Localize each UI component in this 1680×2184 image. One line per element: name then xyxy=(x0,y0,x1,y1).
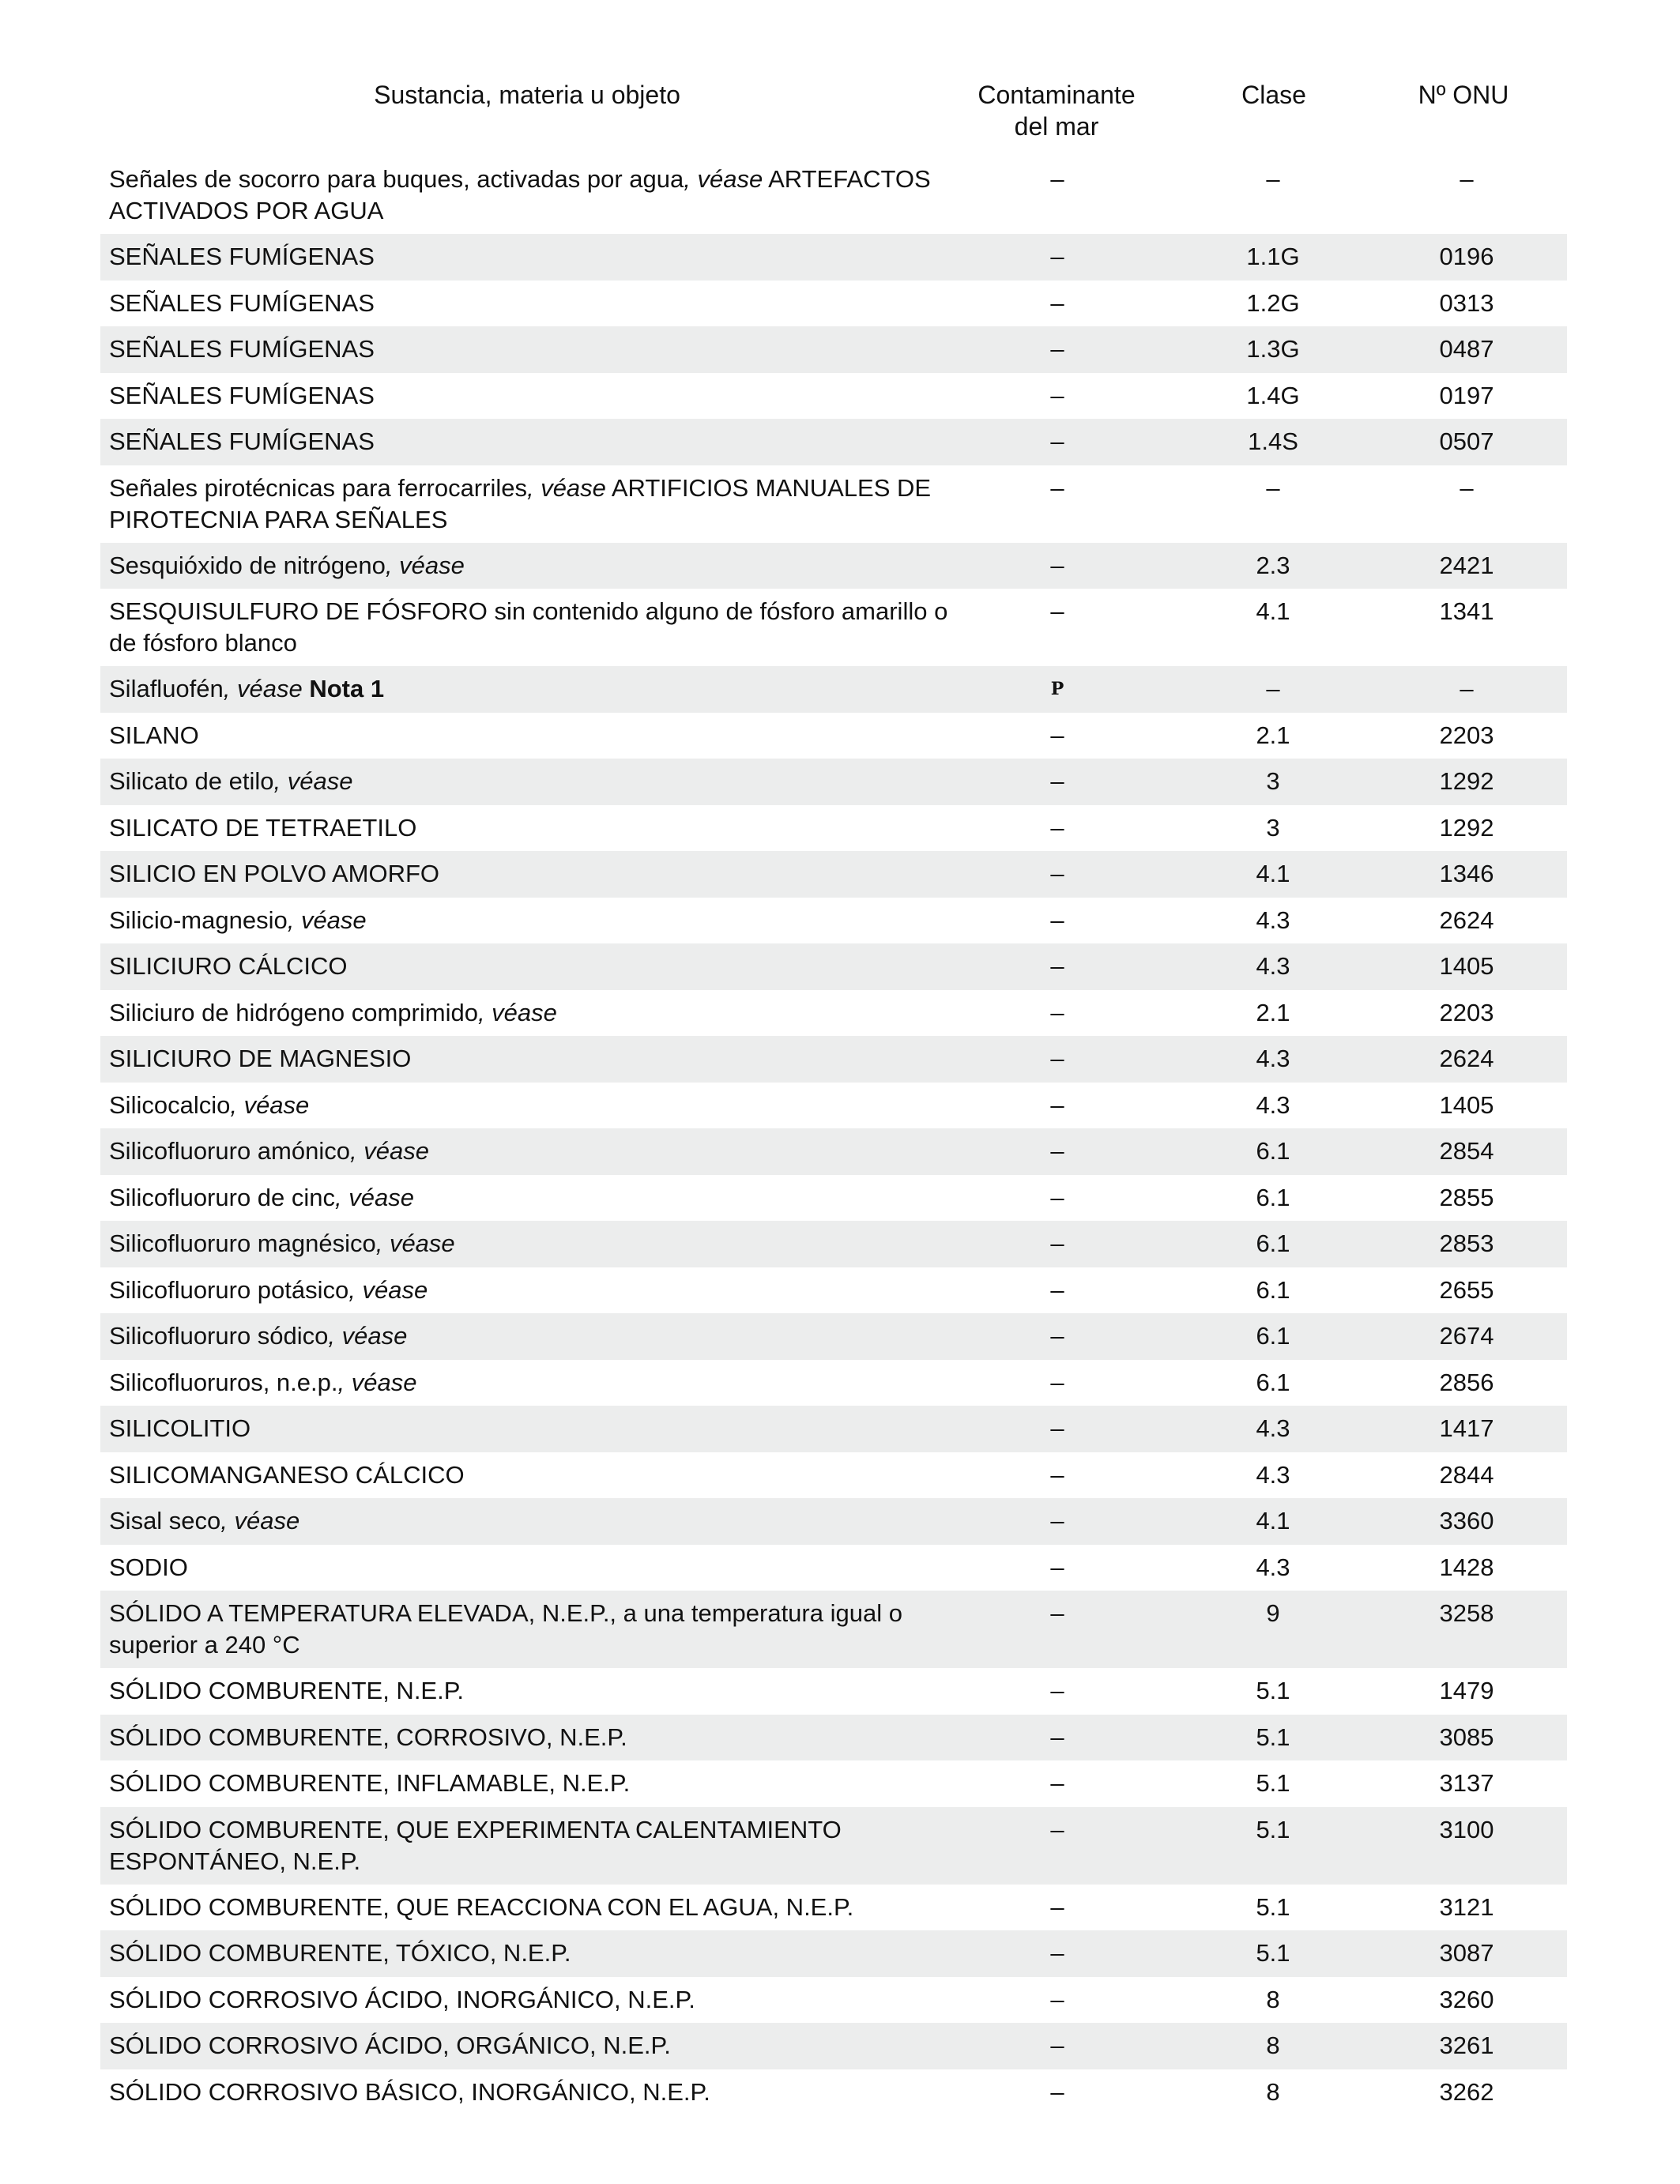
class-cell: 6.1 xyxy=(1256,1322,1290,1350)
table-row xyxy=(100,1545,1567,1591)
un-number-cell: 2854 xyxy=(1439,1137,1494,1165)
class-cell: – xyxy=(1266,165,1280,193)
marine-pollutant-cell: – xyxy=(1050,1677,1064,1704)
un-number-cell: 1479 xyxy=(1439,1677,1494,1704)
marine-pollutant-cell: – xyxy=(1050,1723,1064,1751)
see-reference: , véase xyxy=(375,1229,455,1257)
marine-pollutant-cell xyxy=(962,673,1152,705)
un-number-cell: 3262 xyxy=(1439,2077,1494,2106)
substance-name: SEÑALES FUMÍGENAS xyxy=(109,243,375,270)
substance-cell xyxy=(109,380,962,412)
un-number-cell: 2674 xyxy=(1439,1322,1494,1350)
class-cell: 4.3 xyxy=(1256,952,1290,980)
un-number-cell: 1417 xyxy=(1439,1414,1494,1442)
class-cell: 2.3 xyxy=(1256,551,1290,579)
substance-name: SÓLIDO CORROSIVO ÁCIDO, INORGÁNICO, N.E.P. xyxy=(109,1985,695,2013)
marine-pollutant-cell: – xyxy=(1050,1275,1064,1304)
table-row xyxy=(100,1498,1567,1545)
substance-name: SESQUISULFURO DE FÓSFORO sin contenido alguno de fósforo amarillo o de fósforo blanco xyxy=(109,597,948,657)
substance-name: Silicio-magnesio xyxy=(109,906,288,934)
table-row xyxy=(100,419,1567,465)
table-header xyxy=(100,79,1567,156)
un-number-cell: 0196 xyxy=(1439,243,1494,270)
substance-name: SODIO xyxy=(109,1553,188,1581)
substance-name: SILICATO DE TETRAETILO xyxy=(109,813,417,842)
substance-cell xyxy=(109,1552,962,1583)
un-number-cell: 2655 xyxy=(1439,1275,1494,1304)
substance-name: SÓLIDO COMBURENTE, QUE REACCIONA CON EL AGUA, N.E.P. xyxy=(109,1892,854,1921)
substance-cell xyxy=(109,1937,962,1969)
class-cell: 6.1 xyxy=(1256,1368,1290,1396)
class-cell: 4.1 xyxy=(1256,860,1290,887)
class-cell: 4.3 xyxy=(1256,906,1290,934)
un-number-cell: 2844 xyxy=(1439,1460,1494,1489)
see-reference: , véase xyxy=(220,1507,300,1534)
marine-pollutant-cell: – xyxy=(1050,1414,1064,1442)
see-reference: , véase xyxy=(273,767,353,795)
substance-name: SILICIURO DE MAGNESIO xyxy=(109,1045,412,1072)
substance-name: Silicofluoruro magnésico xyxy=(109,1229,376,1257)
marine-pollutant-cell: – xyxy=(1050,998,1064,1026)
substance-name: SÓLIDO CORROSIVO ÁCIDO, ORGÁNICO, N.E.P. xyxy=(109,2031,671,2059)
table-row xyxy=(100,851,1567,898)
class-cell: 5.1 xyxy=(1256,1723,1290,1751)
marine-pollutant-cell: – xyxy=(1050,2031,1064,2059)
table-row xyxy=(100,1668,1567,1715)
marine-pollutant-cell: – xyxy=(1050,1599,1064,1627)
class-cell: 1.4S xyxy=(1248,427,1298,455)
table-row xyxy=(100,465,1567,543)
table-row xyxy=(100,1977,1567,2024)
un-number-cell: 2624 xyxy=(1439,1045,1494,1072)
header-un-number: Nº ONU xyxy=(1418,81,1509,109)
substance-cell xyxy=(109,2030,962,2062)
see-reference: , véase xyxy=(328,1322,408,1350)
un-number-cell: 0507 xyxy=(1439,427,1494,455)
substance-cell xyxy=(109,596,962,659)
table-row xyxy=(100,1885,1567,1931)
table-row xyxy=(100,1083,1567,1129)
un-number-cell: 3087 xyxy=(1439,1939,1494,1967)
substance-cell xyxy=(109,905,962,936)
substance-cell xyxy=(109,426,962,458)
substance-name: Silicofluoruros, n.e.p. xyxy=(109,1368,338,1396)
un-number-cell: 2853 xyxy=(1439,1229,1494,1257)
un-number-cell: 1341 xyxy=(1439,597,1494,625)
un-number-cell: 3258 xyxy=(1439,1599,1494,1627)
marine-pollutant-cell: – xyxy=(1050,243,1064,270)
substance-name: SEÑALES FUMÍGENAS xyxy=(109,335,375,363)
marine-pollutant-cell: – xyxy=(1050,767,1064,795)
see-reference: , véase xyxy=(349,1137,429,1165)
substance-cell xyxy=(109,766,962,797)
un-number-cell: 0197 xyxy=(1439,381,1494,409)
class-cell: 2.1 xyxy=(1256,998,1290,1026)
marine-pollutant-cell: – xyxy=(1050,335,1064,363)
marine-pollutant-cell: – xyxy=(1050,1090,1064,1119)
un-number-cell: – xyxy=(1460,165,1474,193)
un-number-cell: 0313 xyxy=(1439,288,1494,317)
substance-cell xyxy=(109,1984,962,2016)
class-cell: 9 xyxy=(1266,1599,1280,1627)
un-number-cell: 2203 xyxy=(1439,721,1494,749)
un-number-cell: 3085 xyxy=(1439,1723,1494,1751)
table-row xyxy=(100,1591,1567,1668)
see-reference: , véase xyxy=(385,551,465,579)
table-row xyxy=(100,326,1567,373)
substance-cell xyxy=(109,812,962,844)
class-cell: 2.1 xyxy=(1256,721,1290,749)
see-reference: , véase xyxy=(230,1090,310,1119)
marine-pollutant-cell: – xyxy=(1050,1939,1064,1967)
table-row xyxy=(100,1406,1567,1452)
table-row xyxy=(100,1175,1567,1222)
substance-cell xyxy=(109,1505,962,1537)
class-cell: 6.1 xyxy=(1256,1183,1290,1211)
class-cell: 4.3 xyxy=(1256,1460,1290,1489)
table-row xyxy=(100,805,1567,852)
table-row xyxy=(100,373,1567,420)
substance-name: SÓLIDO COMBURENTE, N.E.P. xyxy=(109,1677,465,1704)
substance-cell xyxy=(109,288,962,319)
marine-pollutant-cell: – xyxy=(1050,1507,1064,1534)
marine-pollutant-cell: – xyxy=(1050,1815,1064,1843)
marine-pollutant-cell: – xyxy=(1050,473,1064,502)
marine-pollutant-cell: – xyxy=(1050,1553,1064,1581)
table-row xyxy=(100,2069,1567,2116)
class-cell: 4.3 xyxy=(1256,1090,1290,1119)
see-reference: , véase xyxy=(287,906,367,934)
substance-name: SÓLIDO COMBURENTE, QUE EXPERIMENTA CALENTAMIENTO ESPONTÁNEO, N.E.P. xyxy=(109,1815,842,1875)
marine-pollutant-cell: – xyxy=(1050,1769,1064,1797)
table-row xyxy=(100,1452,1567,1499)
see-target: ARTIFICIOS MANUALES DE PIROTECNIA PARA SEÑALES xyxy=(109,473,932,533)
marine-pollutant-cell: – xyxy=(1050,906,1064,934)
header-class: Clase xyxy=(1241,81,1306,109)
class-cell: 1.1G xyxy=(1246,243,1300,270)
class-cell: 4.3 xyxy=(1256,1553,1290,1581)
substance-cell xyxy=(109,1275,962,1306)
substance-cell xyxy=(109,333,962,365)
un-number-cell: 1428 xyxy=(1439,1553,1494,1581)
class-cell: – xyxy=(1266,473,1280,502)
class-cell: 8 xyxy=(1266,1985,1280,2013)
substance-cell xyxy=(109,2077,962,2108)
table-row xyxy=(100,234,1567,281)
substance-cell xyxy=(109,241,962,273)
class-cell: 8 xyxy=(1266,2031,1280,2059)
un-number-cell: 3360 xyxy=(1439,1507,1494,1534)
table-row xyxy=(100,990,1567,1037)
substance-name: Silicato de etilo xyxy=(109,767,274,795)
marine-pollutant-cell: – xyxy=(1050,860,1064,887)
substance-name: Silicocalcio xyxy=(109,1090,231,1119)
substance-cell xyxy=(109,1814,962,1877)
substance-name: SÓLIDO COMBURENTE, TÓXICO, N.E.P. xyxy=(109,1939,571,1967)
see-reference: , véase xyxy=(684,165,763,193)
table-row xyxy=(100,898,1567,944)
substance-cell xyxy=(109,1722,962,1753)
marine-pollutant-cell: – xyxy=(1050,381,1064,409)
substance-cell xyxy=(109,858,962,890)
substance-cell xyxy=(109,1768,962,1799)
substance-cell xyxy=(109,1228,962,1260)
substance-name: SÓLIDO COMBURENTE, CORROSIVO, N.E.P. xyxy=(109,1723,627,1751)
substance-name: SEÑALES FUMÍGENAS xyxy=(109,427,375,455)
class-cell: 5.1 xyxy=(1256,1769,1290,1797)
marine-pollutant-cell: – xyxy=(1050,1985,1064,2013)
substance-cell xyxy=(109,1892,962,1923)
substance-cell xyxy=(109,1182,962,1214)
substance-cell xyxy=(109,997,962,1029)
class-cell: 5.1 xyxy=(1256,1892,1290,1921)
substance-cell xyxy=(109,673,962,705)
table-row xyxy=(100,589,1567,666)
class-cell: 5.1 xyxy=(1256,1677,1290,1704)
class-cell: 4.1 xyxy=(1256,1507,1290,1534)
substance-cell xyxy=(109,473,962,536)
un-number-cell: 1405 xyxy=(1439,1090,1494,1119)
table-row xyxy=(100,156,1567,234)
substance-name: Señales de socorro para buques, activadas por agua xyxy=(109,165,684,193)
see-reference: , véase xyxy=(348,1275,428,1304)
substance-name: SÓLIDO CORROSIVO BÁSICO, INORGÁNICO, N.E.P. xyxy=(109,2077,710,2106)
marine-pollutant-cell: – xyxy=(1050,1045,1064,1072)
substance-name: SILANO xyxy=(109,721,199,749)
un-number-cell: 2855 xyxy=(1439,1183,1494,1211)
substance-cell xyxy=(109,550,962,582)
marine-pollutant-cell: – xyxy=(1050,952,1064,980)
substance-name: Sesquióxido de nitrógeno xyxy=(109,551,386,579)
marine-pollutant-cell: – xyxy=(1050,597,1064,625)
substance-name: Silicofluoruro de cinc xyxy=(109,1183,336,1211)
table-row xyxy=(100,2023,1567,2069)
substance-name: Silicofluoruro sódico xyxy=(109,1322,329,1350)
substance-name: Silicofluoruro amónico xyxy=(109,1137,350,1165)
un-number-cell: 2624 xyxy=(1439,906,1494,934)
class-cell: 4.3 xyxy=(1256,1414,1290,1442)
marine-pollutant-cell: – xyxy=(1050,551,1064,579)
see-reference: , véase xyxy=(477,998,557,1026)
substance-name: SILICOLITIO xyxy=(109,1414,251,1442)
un-number-cell: – xyxy=(1460,675,1474,702)
see-reference: , véase xyxy=(223,675,303,702)
class-cell: 6.1 xyxy=(1256,1275,1290,1304)
header-substance: Sustancia, materia u objeto xyxy=(374,81,680,109)
class-cell: 6.1 xyxy=(1256,1137,1290,1165)
see-target: ARTEFACTOS ACTIVADOS POR AGUA xyxy=(109,165,931,224)
table-row xyxy=(100,1313,1567,1360)
see-reference: , véase xyxy=(526,473,606,502)
table-row xyxy=(100,1221,1567,1267)
class-cell: 4.1 xyxy=(1256,597,1290,625)
class-cell: 4.3 xyxy=(1256,1045,1290,1072)
marine-pollutant-cell: – xyxy=(1050,165,1064,193)
un-number-cell: 3100 xyxy=(1439,1815,1494,1843)
marine-pollutant-cell: – xyxy=(1050,1137,1064,1165)
un-number-cell: 2421 xyxy=(1439,551,1494,579)
substance-cell xyxy=(109,1043,962,1075)
substance-cell xyxy=(109,1320,962,1352)
substance-name: SÓLIDO A TEMPERATURA ELEVADA, N.E.P., a una temperatura igual o superior a 240 °C xyxy=(109,1599,902,1659)
table-row xyxy=(100,1128,1567,1175)
un-number-cell: 1405 xyxy=(1439,952,1494,980)
un-number-cell: 2203 xyxy=(1439,998,1494,1026)
substance-name: Sisal seco xyxy=(109,1507,221,1534)
class-cell: – xyxy=(1266,675,1280,702)
header-marine-pollutant: Contaminante del mar xyxy=(977,81,1136,141)
substance-cell xyxy=(109,1459,962,1491)
substance-cell xyxy=(109,1675,962,1707)
marine-pollutant-cell: – xyxy=(1050,1183,1064,1211)
table-row xyxy=(100,1267,1567,1314)
class-cell: 5.1 xyxy=(1256,1815,1290,1843)
see-reference: , véase xyxy=(337,1368,417,1396)
table-row xyxy=(100,666,1567,713)
marine-pollutant-cell: – xyxy=(1050,1892,1064,1921)
substance-cell xyxy=(109,1598,962,1661)
substance-name: SILICOMANGANESO CÁLCICO xyxy=(109,1460,465,1489)
substance-cell xyxy=(109,164,962,227)
un-number-cell: 1292 xyxy=(1439,767,1494,795)
substance-name: Silafluofén xyxy=(109,675,224,702)
table-row xyxy=(100,1760,1567,1807)
class-cell: 3 xyxy=(1266,813,1280,842)
class-cell: 1.3G xyxy=(1246,335,1300,363)
class-cell: 1.4G xyxy=(1246,381,1300,409)
marine-pollutant-cell: – xyxy=(1050,1460,1064,1489)
class-cell: 3 xyxy=(1266,767,1280,795)
un-number-cell: 3121 xyxy=(1439,1892,1494,1921)
un-number-cell: 3137 xyxy=(1439,1769,1494,1797)
table-body xyxy=(100,156,1567,2115)
table-row xyxy=(100,1715,1567,1761)
class-cell: 8 xyxy=(1266,2077,1280,2106)
table-row xyxy=(100,1360,1567,1406)
see-reference: , véase xyxy=(335,1183,414,1211)
marine-pollutant-cell: – xyxy=(1050,2077,1064,2106)
substance-name: SILICIO EN POLVO AMORFO xyxy=(109,860,440,887)
marine-pollutant-cell: – xyxy=(1050,1229,1064,1257)
marine-pollutant-cell: – xyxy=(1050,427,1064,455)
substance-cell xyxy=(109,720,962,751)
class-cell: 6.1 xyxy=(1256,1229,1290,1257)
table-row xyxy=(100,1807,1567,1885)
substance-name: SEÑALES FUMÍGENAS xyxy=(109,381,375,409)
substance-name: Señales pirotécnicas para ferrocarriles xyxy=(109,473,527,502)
table-row xyxy=(100,943,1567,990)
substance-name: Silicofluoruro potásico xyxy=(109,1275,349,1304)
table-row xyxy=(100,713,1567,759)
marine-pollutant-cell: – xyxy=(1050,288,1064,317)
marine-pollutant-cell: – xyxy=(1050,813,1064,842)
substance-cell xyxy=(109,951,962,982)
un-number-cell: 0487 xyxy=(1439,335,1494,363)
table-row xyxy=(100,281,1567,327)
marine-pollutant-cell: – xyxy=(1050,1368,1064,1396)
marine-pollutant-mark: P xyxy=(1050,679,1064,699)
class-cell: 5.1 xyxy=(1256,1939,1290,1967)
un-number-cell: 1346 xyxy=(1439,860,1494,887)
class-cell: 1.2G xyxy=(1246,288,1300,317)
substance-cell xyxy=(109,1367,962,1399)
substance-name: SEÑALES FUMÍGENAS xyxy=(109,288,375,317)
table-row xyxy=(100,543,1567,589)
substance-name: SILICIURO CÁLCICO xyxy=(109,952,348,980)
substance-name: SÓLIDO COMBURENTE, INFLAMABLE, N.E.P. xyxy=(109,1769,631,1797)
table-row xyxy=(100,759,1567,805)
substance-cell xyxy=(109,1413,962,1444)
un-number-cell: 1292 xyxy=(1439,813,1494,842)
marine-pollutant-cell: – xyxy=(1050,721,1064,749)
table-row xyxy=(100,1036,1567,1083)
un-number-cell: 3260 xyxy=(1439,1985,1494,2013)
note-reference: Nota 1 xyxy=(302,675,385,702)
table-row xyxy=(100,1930,1567,1977)
un-number-cell: 3261 xyxy=(1439,2031,1494,2059)
substance-cell xyxy=(109,1090,962,1121)
un-number-cell: 2856 xyxy=(1439,1368,1494,1396)
marine-pollutant-cell: – xyxy=(1050,1322,1064,1350)
un-number-cell: – xyxy=(1460,473,1474,502)
substance-name: Siliciuro de hidrógeno comprimido xyxy=(109,998,478,1026)
substance-cell xyxy=(109,1135,962,1167)
